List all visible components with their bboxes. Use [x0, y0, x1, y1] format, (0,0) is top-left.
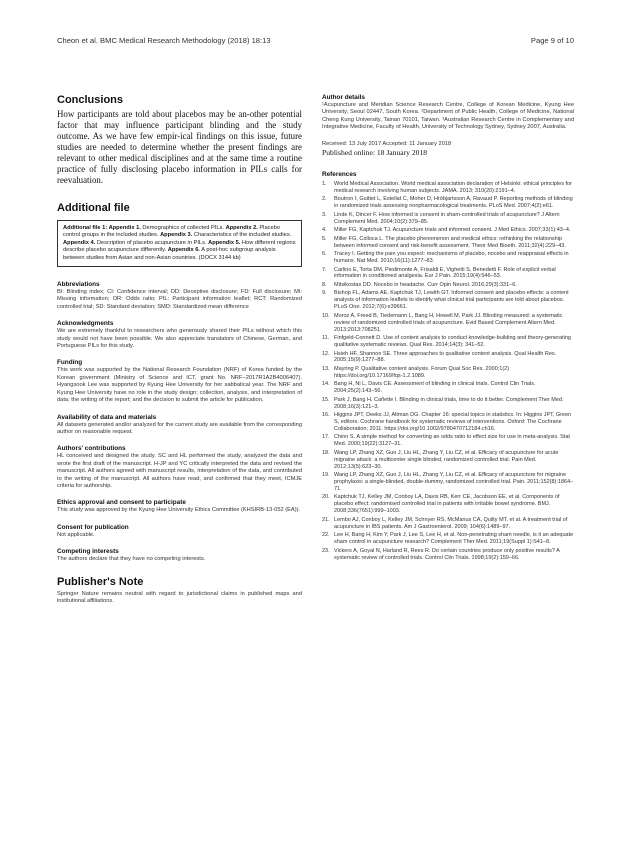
reference-item	[322, 472, 574, 493]
references-heading: References	[322, 171, 357, 179]
reference-item	[322, 181, 574, 195]
reference-text: Tracey I. Getting the pain you expect: mechanisms of placebo, nocebo and reappraisal effects in humans. Nat Med. 2010;16(11):1277–83.	[334, 251, 569, 265]
appendix-6-text: A post-hoc subgroup analysis between studies from Asian and non-Asian countries. (DOCX 3144 kb)	[63, 247, 276, 261]
reference-text: Finfgeld-Connett D. Use of content analysis to conduct knowledge-building and theory-generating qualitative systematic reviews. Qual Res. 2014;14(3): 341–52.	[334, 335, 571, 348]
appendix-4-text: Description of placebo acupuncture in PILs.	[95, 239, 209, 246]
reference-number: 18.	[322, 449, 330, 456]
running-header	[57, 36, 574, 45]
additional-file-section	[57, 202, 302, 267]
funding-block	[57, 359, 302, 404]
reference-text: Bang H, Ni L, Davis CE. Assessment of blinding in clinical trials. Control Clin Trials. 2004;25(2):143–56.	[334, 381, 536, 395]
references-section	[322, 171, 574, 561]
reference-item	[322, 196, 574, 210]
left-column	[57, 94, 302, 605]
reference-number: 16.	[322, 412, 330, 419]
author-details-heading: Author details	[322, 94, 365, 101]
reference-item	[322, 351, 574, 365]
competing-heading: Competing interests	[57, 548, 119, 556]
reference-item	[322, 517, 574, 531]
funding-text: This work was supported by the National Research Foundation (NRF) of Korea funded by the Korean government (Ministry of Science and ICT, grant No. NRF−2017R1A2B4006407). Hyangsook Lee was supported by Kyung Hee University for her sabbatical year. The NRF and Kyung Hee University have no role in the study design; collection, analysis, and interpretation of data; the writing of the report; and the decision to submit the article for publication.	[57, 367, 302, 404]
ethics-heading: Ethics approval and consent to participate	[57, 499, 186, 507]
reference-item	[322, 282, 574, 289]
reference-text: Carlino E, Torta DM, Piedimonte A, Frisaldi E, Vighetti S, Benedetti F. Role of explicit verbal information in conditioned analgesia. Eur J Pain. 2015;19(4):546–53.	[334, 266, 556, 280]
reference-number: 12.	[322, 350, 330, 357]
right-column	[322, 94, 574, 563]
reference-text: World Medical Association. World medical association declaration of Helsinki: ethical principles for medical research involving human subjects. JAMA. 2013; 310(20):2191–4.	[334, 181, 572, 194]
appendix-3-text: Characteristics of the included studies.	[192, 232, 292, 239]
abbreviations-block	[57, 281, 302, 311]
reference-text: Lembo AJ, Conboy L, Kelley JM, Schnyer RS, McManus CA, Quilty MT, et al. A treatment trial of acupuncture in IBS patients. Am J Gastroenterol. 2009; 104(6):1489–97.	[334, 516, 568, 530]
reference-item	[322, 236, 574, 250]
reference-text: Lee H, Bang H, Kim Y, Park J, Lee S, Lee H, et al. Non-penetrating sham needle, is it an adequate sham control in acupuncture research? Complement Ther Med. 2011;19(Suppl 1):S41–8.	[334, 532, 574, 546]
conclusions-text: How participants are told about placebos may be an-other potential factor that may influence participant blinding and the study outcome. As we have few empir-ical findings on this issue, future studies are needed to determine whether the present findings are relevant to other medical disciplines and at the same time a routine practice of fully disclosing placebo information in PILs calls for reevaluation.	[57, 109, 302, 185]
reference-number: 20.	[322, 494, 330, 501]
reference-number: 8.	[322, 281, 327, 288]
reference-text: Linde K, Dincer F. How informed is consent in sham-controlled trials of acupuncture? J Altern Complement Med. 2004;10(2):379–85.	[334, 211, 560, 225]
publishers-note-section	[57, 576, 302, 606]
appendix-4-label: Appendix 4.	[63, 239, 96, 246]
additional-file-label-1: Additional file 1: Appendix 1.	[63, 225, 141, 231]
reference-item	[322, 335, 574, 349]
reference-item	[322, 532, 574, 546]
reference-item	[322, 212, 574, 226]
reference-number: 14.	[322, 381, 330, 388]
reference-item	[322, 313, 574, 334]
publishers-note-text: Springer Nature remains neutral with regard to jurisdictional claims in published maps and institutional affiliations.	[57, 590, 302, 604]
running-title: Cheon et al. BMC Medical Research Methodology (2018) 18:13	[57, 36, 271, 45]
reference-number: 23.	[322, 547, 330, 554]
reference-number: 3.	[322, 211, 327, 218]
reference-number: 17.	[322, 434, 330, 441]
reference-text: Miller FG, Kaptchuk TJ. Acupuncture trials and informed consent. J Med Ethics. 2007;33(1):43–4.	[334, 227, 571, 234]
contributions-heading: Authors' contributions	[57, 445, 126, 453]
additional-file-box[interactable]	[57, 220, 302, 267]
author-details-text: ¹Acupuncture and Meridian Science Research Centre, College of Korean Medicine, Kyung Hee University, Seoul 02447, South Korea. ²Department of Public Health, College of Medicine, National Cheng Kung University, Tainan 70101, Taiwan. ³Australian Research Centre in Complementary and Integrative Medicine, Faculty of Health, University of Technology Sydney, Sydney 2007, Australia.	[322, 102, 574, 131]
reference-number: 21.	[322, 516, 330, 523]
author-details-block	[322, 94, 574, 132]
additional-file-text-1: Demographics of collected PILs.	[140, 225, 226, 231]
received-accepted-dates: Received: 13 July 2017 Accepted: 11 January 2018	[322, 140, 452, 147]
reference-text: Vickers A, Goyal N, Harland R, Rees R. Do certain countries produce only positive results? A systematic review of controlled trials. Control Clin Trials. 1998;19(2):159–66.	[334, 547, 560, 561]
page-number: Page 9 of 10	[530, 36, 574, 45]
abbreviations-text: BI: Blinding index; CI: Confidence interval; DD: Deceptive disclosure; FD: Full disclosure; MI: Missing information; OR: Odds ratio; PIL: Participant information leaflet; RCT: Randomized controlled trial; SD: Standard deviation; SMD: Standardized mean difference	[57, 289, 302, 310]
reference-number: 7.	[322, 266, 327, 273]
conclusions-section	[57, 94, 302, 186]
reference-item	[322, 434, 574, 448]
reference-number: 9.	[322, 290, 327, 297]
reference-text: Park J, Bang H, Cañette I. Blinding in clinical trials, time to do it better. Complement Ther Med. 2008;16(3):121–3.	[334, 396, 564, 410]
additional-file-heading: Additional file	[57, 202, 130, 214]
consent-text: Not applicable.	[57, 531, 95, 538]
reference-number: 22.	[322, 532, 330, 539]
appendix-5-label: Appendix 5.	[208, 239, 241, 246]
references-list	[322, 181, 574, 561]
reference-text: Wang LP, Zhang XZ, Guo J, Liu HL, Zhang Y, Liu CZ, et al. Efficacy of acupuncture for migraine prophylaxis: a single-blinded, double-dummy, randomized controlled trial. Pain. 2011;152(8):1864–71.	[334, 472, 574, 492]
reference-text: Bishop FL, Adams AE, Kaptchuk TJ, Lewith GT. Informed consent and placebo effects: a content analysis of information leaflets to identify what clinical trial participants are told about placebos. PLoS One. 2012;7(6):e39661.	[334, 290, 569, 311]
reference-text: Moroz A, Freed B, Tiedemann L, Bang H, Howell M, Park JJ. Blinding measured: a systematic review of randomized controlled trials of acupuncture. Evid Based Complement Altern Med. 2013;2013:708251.	[334, 312, 563, 333]
appendix-2-text: Placebo control groups in the included studies.	[63, 225, 280, 239]
reference-number: 5.	[322, 235, 327, 242]
reference-item	[322, 366, 574, 380]
reference-number: 19.	[322, 472, 330, 479]
appendix-2-label: Appendix 2.	[225, 225, 258, 231]
reference-text: Kaptchuk TJ, Kelley JM, Conboy LA, Davis RB, Kerr CE, Jacobson EE, et al. Components of placebo effect: randomised controlled trial in patients with irritable bowel syndrome. BMJ. 2008;336(7651):999–1003.	[334, 494, 560, 515]
competing-block	[57, 548, 302, 563]
reference-item	[322, 397, 574, 411]
reference-number: 2.	[322, 196, 327, 203]
competing-text: The authors declare that they have no competing interests.	[57, 556, 206, 563]
consent-block	[57, 524, 302, 539]
availability-text: All datasets generated and/or analyzed for the current study are available from the corresponding author on reasonable request.	[57, 421, 302, 435]
contributions-text: HL conceived and designed the study. SC and HL performed the study, analyzed the data and wrote the first draft of the manuscript. H-JP and YC critically interpreted the data and revised the manuscript. All authors agreed with manuscript results, interpretation of the data, and contributed to the writing of the manuscript. All authors have read, and confirmed that they meet, ICMJE criteria for authorship.	[57, 453, 302, 489]
reference-text: Higgins JPT, Deeks JJ, Altman DG. Chapter 16: special topics in statistics. In: Higgins JPT, Green S, editors. Cochrane handbook for systematic reviews of interventions. Oxford: The Cochrane Collaboration; 2011. https://doi.org/10.1002/9780470712184.ch16.	[334, 412, 572, 432]
publishers-note-heading: Publisher's Note	[57, 575, 144, 588]
acknowledgments-text: We are extremely thankful to researchers who generously shared their PILs without which this study would not have been possible. We also appreciate translators of Chinese, German, and Portuguese PILs for this study.	[57, 328, 302, 350]
reference-number: 15.	[322, 396, 330, 403]
appendix-6-label: Appendix 6.	[167, 247, 200, 254]
reference-item	[322, 450, 574, 471]
reference-text: Miller FG, Colloca L. The placebo phenomenon and medical ethics: rethinking the relationship between informed consent and risk-benefit assessment. Theor Med Bioeth. 2011;32(4):229–43.	[334, 235, 566, 249]
ethics-block	[57, 499, 302, 514]
reference-text: Boutron I, Guittet L, Estellat C, Moher D, Hróbjartsson A, Ravaud P. Reporting methods of blinding in randomized trials assessing nonpharmacological treatments. PLoS Med. 2007;4(2):e61.	[334, 196, 573, 210]
reference-number: 4.	[322, 227, 327, 234]
availability-block	[57, 414, 302, 437]
dates-block	[322, 141, 574, 157]
reference-number: 1.	[322, 181, 327, 188]
reference-item	[322, 290, 574, 311]
acknowledgments-block	[57, 320, 302, 350]
reference-item	[322, 494, 574, 515]
reference-item	[322, 267, 574, 281]
reference-item	[322, 412, 574, 433]
reference-text: Hsieh HF, Shannon SE. Three approaches to qualitative content analysis. Qual Health Res. 2005;15(9):1277–88.	[334, 350, 557, 364]
abbreviations-heading: Abbreviations	[57, 281, 100, 289]
contributions-block	[57, 445, 302, 490]
appendix-5-text: How different regions describe placebo acupuncture differently.	[63, 239, 296, 254]
reference-text: Chinn S. A simple method for converting an odds ratio to effect size for use in meta-analysis. Stat Med. 2000;19(22):3127–31.	[334, 434, 570, 448]
reference-number: 6.	[322, 251, 327, 258]
reference-item	[322, 381, 574, 395]
reference-number: 13.	[322, 365, 330, 372]
consent-heading: Consent for publication	[57, 523, 129, 531]
reference-text: Mayring P. Qualitative content analysis. Forum Qual Soc Res. 2000;1(2) https://doi.org/10.17169/fqs-1.2.1089.	[334, 365, 510, 379]
reference-number: 10.	[322, 312, 330, 319]
appendix-3-label: Appendix 3.	[160, 232, 193, 239]
published-online-date: Published online: 18 January 2018	[322, 148, 428, 158]
reference-item	[322, 548, 574, 562]
reference-number: 11.	[322, 335, 330, 342]
ethics-text: This study was approved by the Kyung Hee University Ethics Committee (KHSIRB-13-052 (EA)).	[57, 507, 301, 514]
availability-heading: Availability of data and materials	[57, 413, 157, 421]
reference-text: Wang LP, Zhang XZ, Guo J, Liu HL, Zhang Y, Liu CZ, et al. Efficacy of acupuncture for acute migraine attack: a multicenter single blinded, randomized controlled trial. Pain Med. 2012;13(5):623–30.	[334, 449, 559, 470]
reference-text: Mitsikostas DD. Nocebo in headache. Curr Opin Neurol. 2016;29(3):331–6.	[334, 281, 517, 288]
reference-item	[322, 251, 574, 265]
reference-item	[322, 227, 574, 234]
acknowledgments-heading: Acknowledgments	[57, 320, 114, 328]
funding-heading: Funding	[57, 359, 83, 367]
conclusions-heading: Conclusions	[57, 94, 124, 106]
